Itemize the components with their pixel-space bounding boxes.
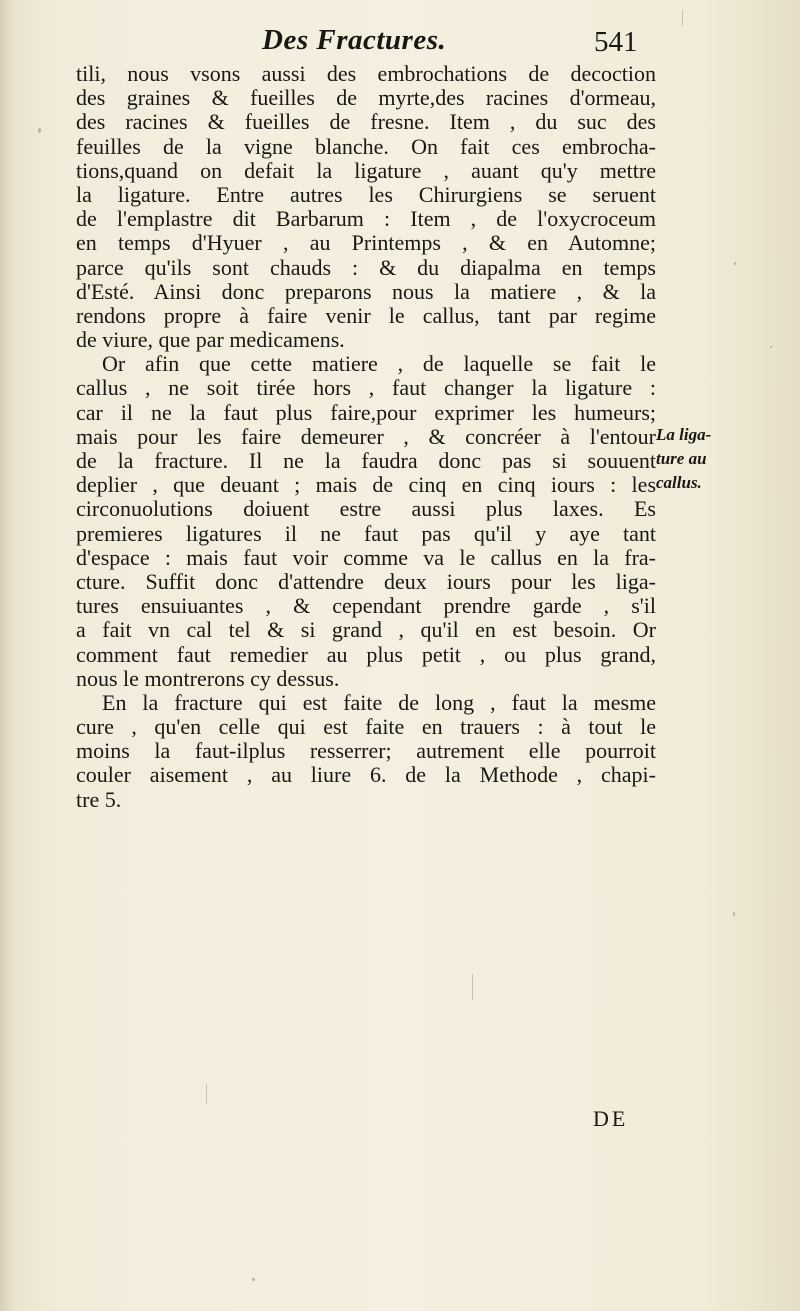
paragraph-first-line: En la fracture qui est faite de long , faut la mesme <box>102 689 656 715</box>
text-line: circonuolutions doiuent estre aussi plus laxes. Es <box>76 496 656 522</box>
paper-scratch <box>472 974 473 1000</box>
text-line: rendons propre à faire venir le callus, tant par regime <box>76 302 656 328</box>
text-line: d'espace : mais faut voir comme va le callus en la fra- <box>76 544 656 570</box>
paragraph-first-line: Or afin que cette matiere , de laquelle se fait le <box>102 351 656 377</box>
page-gutter-shadow <box>0 0 14 1311</box>
text-line: de l'emplastre dit Barbarum : Item , de l'oxycroceum <box>76 206 656 232</box>
text-line: feuilles de la vigne blanche. On fait ces embrocha- <box>76 133 656 159</box>
page-number: 541 <box>594 26 638 58</box>
text-line: a fait vn cal tel & si grand , qu'il en est besoin. Or <box>76 617 656 643</box>
text-line: tre 5. <box>76 786 122 812</box>
margin-note-line: ture au <box>656 449 707 469</box>
text-line: tili, nous vsons aussi des embrochations de decoction <box>76 61 656 86</box>
text-line: cture. Suffit donc d'attendre deux iours pour les liga- <box>76 568 656 594</box>
text-line: mais pour les faire demeurer , & concréer à l'entour <box>76 423 656 449</box>
paper-speck <box>38 128 41 133</box>
paper-speck <box>252 1278 255 1281</box>
paper-scratch <box>682 10 683 26</box>
text-line: moins la faut-ilplus resserrer; autrement elle pourroit <box>76 738 656 764</box>
text-line: couler aisement , au liure 6. de la Methode , chapi- <box>76 762 656 788</box>
text-line: deplier , que deuant ; mais de cinq en cinq iours : les <box>76 472 656 498</box>
margin-note <box>656 423 736 496</box>
text-line: comment faut remedier au plus petit , ou plus grand, <box>76 641 656 667</box>
text-line: des graines & fueilles de myrte,des racines d'ormeau, <box>76 85 656 111</box>
paper-speck <box>734 262 736 265</box>
text-line: tures ensuiuantes , & cependant prendre garde , s'il <box>76 593 656 619</box>
text-line: parce qu'ils sont chauds : & du diapalma en temps <box>76 254 656 280</box>
text-line: en temps d'Hyuer , au Printemps , & en Automne; <box>76 230 656 256</box>
paper-scratch <box>206 1084 207 1104</box>
margin-note-line: callus. <box>656 473 702 493</box>
paper-speck <box>733 912 735 916</box>
catchword: DE <box>593 1106 629 1131</box>
text-line: cure , qu'en celle qui est faite en trauers : à tout le <box>76 714 656 740</box>
body-text <box>76 62 656 812</box>
running-head-title: Des Fractures. <box>262 24 447 56</box>
text-line: d'Esté. Ainsi donc preparons nous la matiere , & la <box>76 278 656 304</box>
text-line: de viure, que par medicamens. <box>76 327 345 353</box>
text-line: tions,quand on defait la ligature , auant qu'y mettre <box>76 157 656 183</box>
running-head <box>0 24 800 60</box>
text-line: la ligature. Entre autres les Chirurgiens se seruent <box>76 181 656 207</box>
text-line: premieres ligatures il ne faut pas qu'il y aye tant <box>76 520 656 546</box>
text-line: des racines & fueilles de fresne. Item , du suc des <box>76 109 656 135</box>
text-line: de la fracture. Il ne la faudra donc pas si souuent <box>76 448 656 473</box>
text-line: car il ne la faut plus faire,pour exprimer les humeurs; <box>76 399 656 425</box>
margin-note-line: La liga- <box>656 425 712 444</box>
text-line: nous le montrerons cy dessus. <box>76 665 340 691</box>
text-line: callus , ne soit tirée hors , faut changer la ligature : <box>76 375 656 401</box>
paper-speck <box>770 346 772 348</box>
